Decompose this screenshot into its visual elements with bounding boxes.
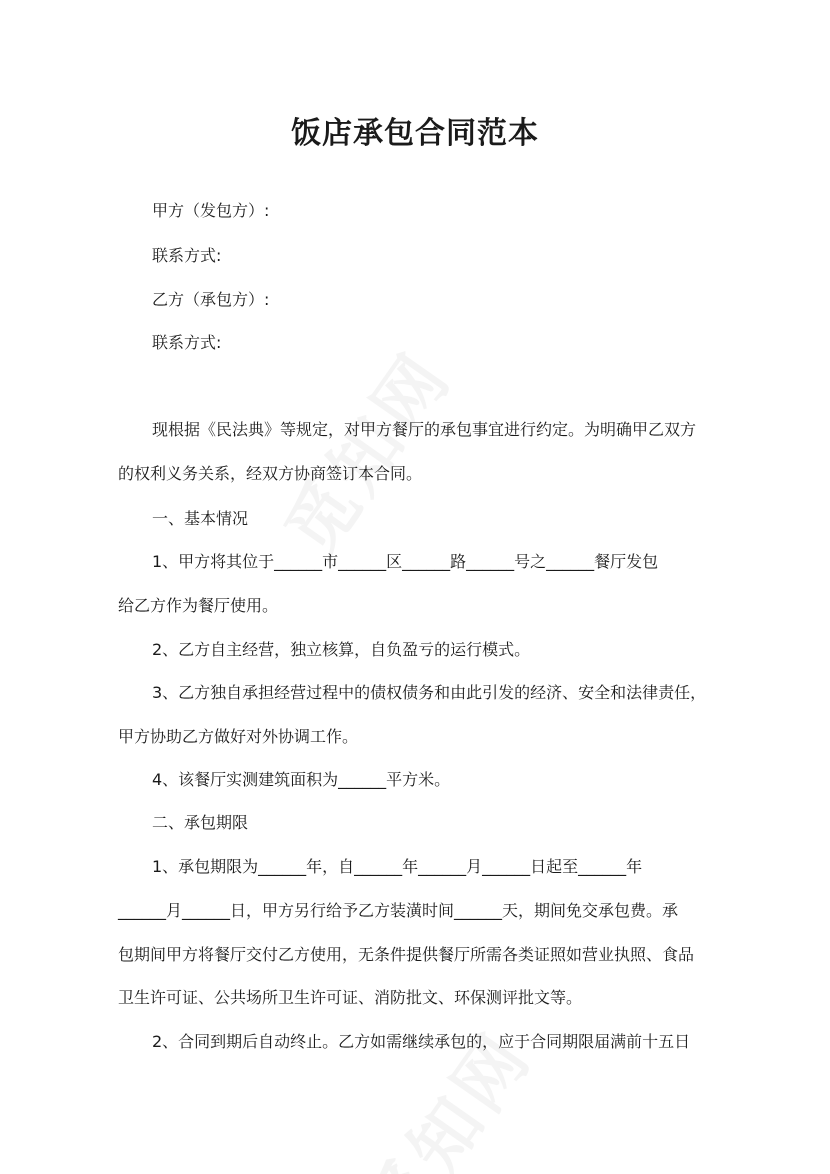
clause-2-1-line: 包期间甲方将餐厅交付乙方使用，无条件提供餐厅所需各类证照如营业执照、食品 xyxy=(118,945,695,964)
clause-2-1-line: 1、承包期限为______年，自______年______月______日起至______年 xyxy=(152,857,643,876)
clause-1-3-line: 甲方协助乙方做好对外协调工作。 xyxy=(118,727,359,746)
intro-paragraph-line: 的权利义务关系，经双方协商签订本合同。 xyxy=(118,464,423,483)
clause-2-1-line: ______月______日，甲方另行给予乙方装潢时间______天，期间免交承包费。承 xyxy=(118,901,679,920)
clause-2-2: 2、合同到期后自动终止。乙方如需继续承包的，应于合同期限届满前十五日 xyxy=(152,1032,691,1051)
document-title: 饭店承包合同范本 xyxy=(291,116,539,151)
clause-1-1-line: 1、甲方将其位于______市______区______路______号之______餐厅发包 xyxy=(152,552,659,571)
clause-1-4: 4、该餐厅实测建筑面积为______平方米。 xyxy=(152,770,451,789)
party-b-label: 乙方（承包方）: xyxy=(152,290,270,309)
clause-1-2: 2、乙方自主经营，独立核算，自负盈亏的运行模式。 xyxy=(152,640,531,659)
party-a-contact-label: 联系方式: xyxy=(152,246,222,265)
clause-2-1-line: 卫生许可证、公共场所卫生许可证、消防批文、环保测评批文等。 xyxy=(118,988,583,1007)
intro-paragraph-line: 现根据《民法典》等规定，对甲方餐厅的承包事宜进行约定。为明确甲乙双方 xyxy=(152,420,697,439)
party-a-label: 甲方（发包方）: xyxy=(152,201,270,220)
clause-1-1-line: 给乙方作为餐厅使用。 xyxy=(118,596,279,615)
watermark xyxy=(257,328,471,573)
section-heading-basic: 一、基本情况 xyxy=(152,509,249,528)
party-b-contact-label: 联系方式: xyxy=(152,333,222,352)
section-heading-term: 二、承包期限 xyxy=(152,813,249,832)
clause-1-3-line: 3、乙方独自承担经营过程中的债权债务和由此引发的经济、安全和法律责任， xyxy=(152,683,707,702)
